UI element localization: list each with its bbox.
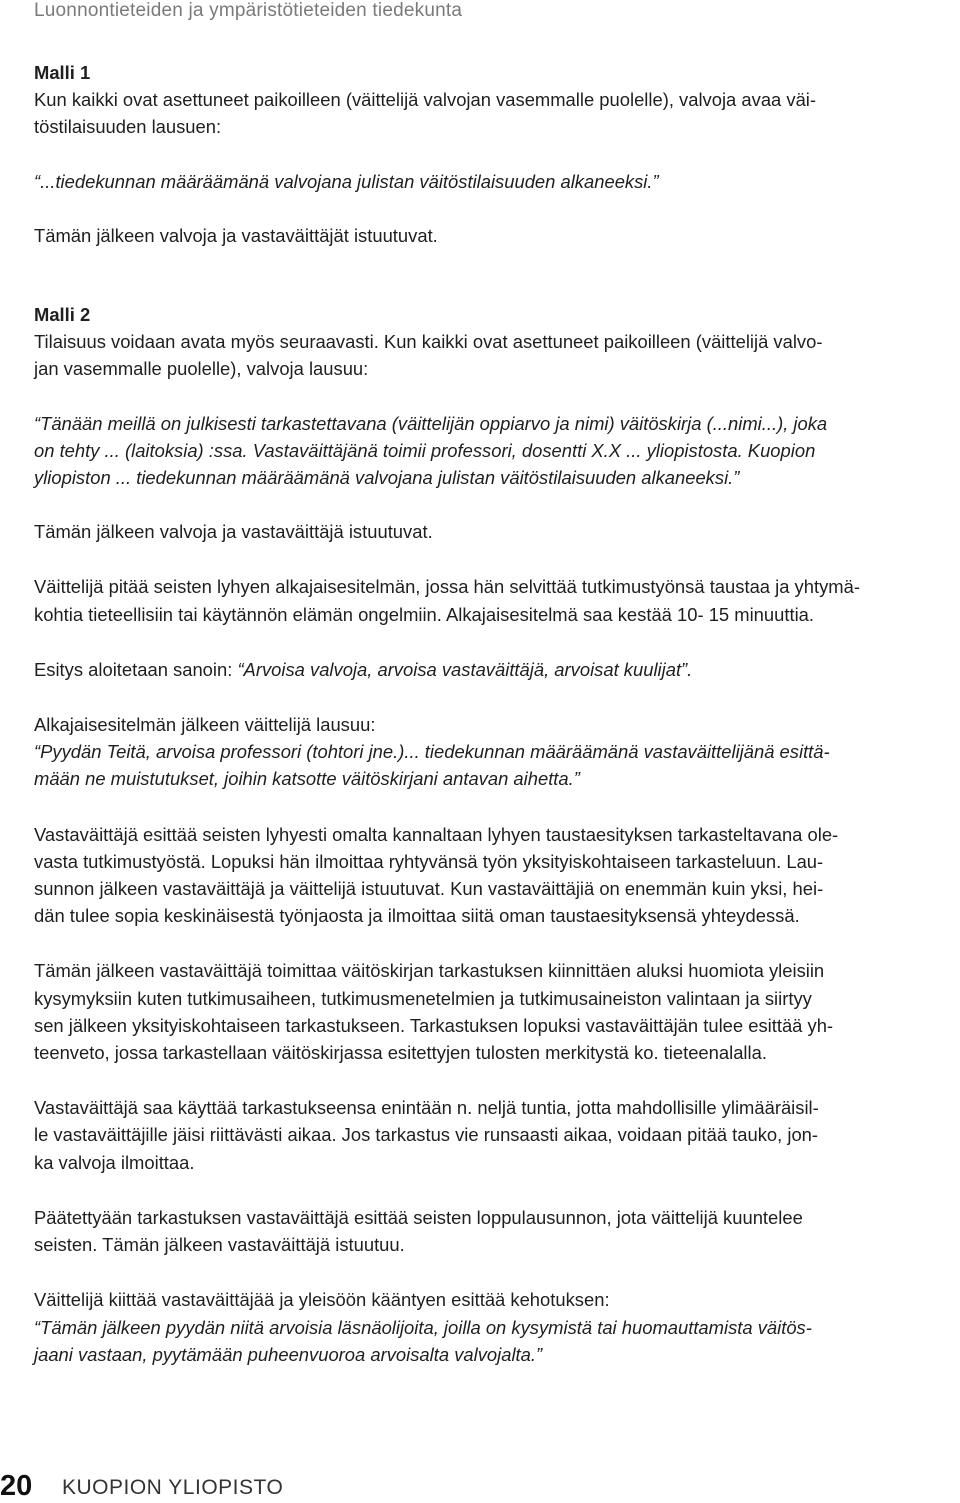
paragraph-line: ka valvoja ilmoittaa. (34, 1151, 195, 1173)
paragraph-line: Päätettyään tarkastuksen vastaväittäjä esittää seisten loppulausunnon, jota väittelijä kuuntelee (34, 1206, 803, 1228)
paragraph-line: dän tulee sopia keskinäisestä työnjaosta ja ilmoittaa siitä oman taustaesityksensä yhteydessä. (34, 905, 800, 927)
paragraph-line: sen jälkeen yksityiskohtaiseen tarkastukseen. Tarkastuksen lopuksi vastaväittäjän tulee esittää yh- (34, 1014, 834, 1036)
paragraph-line: Väittelijä kiittää vastaväittäjää ja yleisöön kääntyen esittää kehotuksen: (34, 1289, 610, 1311)
paragraph-line: Tämän jälkeen vastaväittäjä toimittaa väitöskirjan tarkastuksen kiinnittäen aluksi huomiota yleisiin (34, 960, 825, 982)
model-1-quote: “...tiedekunnan määräämänä valvojana julistan väitöstilaisuuden alkaneeksi.” (34, 170, 659, 192)
model-2-heading: Malli 2 (34, 304, 91, 326)
quote-line: “Pyydän Teitä, arvoisa professori (tohtori jne.)... tiedekunnan määräämänä vastaväittelijänä esittä- (34, 741, 830, 763)
model-2-quote-line: yliopiston ... tiedekunnan määräämänä valvojana julistan väitöstilaisuuden alkaneeksi.” (34, 467, 740, 489)
document-body (34, 59, 959, 1368)
paragraph-line: teenveto, jossa tarkastellaan väitöskirjassa esitettyjen tulosten merkitystä ko. tieteenalalla. (34, 1042, 767, 1064)
paragraph-line: vasta tutkimustyöstä. Lopuksi hän ilmoittaa ryhtyvänsä työn yksityiskohtaiseen tarkasteluun. Lau- (34, 850, 824, 872)
faculty-header: Luonnontieteiden ja ympäristötieteiden tiedekunta (34, 0, 463, 21)
model-2-intro-line: jan vasemmalle puolelle), valvoja lausuu: (34, 358, 369, 380)
model-2-quote-line: on tehty ... (laitoksia) :ssa. Vastaväittäjänä toimii professori, dosentti X.X ... yliopistosta. Kuopion (34, 439, 816, 461)
model-1-heading: Malli 1 (34, 62, 91, 83)
quote-line: “Tämän jälkeen pyydän niitä arvoisia läsnäolijoita, joilla on kysymistä tai huomauttamista väitös- (34, 1316, 812, 1338)
model-2-after: Tämän jälkeen valvoja ja vastaväittäjä istuutuvat. (34, 521, 433, 543)
quote-line: jaani vastaan, pyytämään puheenvuoroa arvoisalta valvojalta.” (34, 1343, 543, 1365)
paragraph-line: kohtia tieteellisiin tai käytännön elämän ongelmiin. Alkajaisesitelmä saa kestää 10- 15 minuuttia. (34, 603, 814, 625)
paragraph-line: seisten. Tämän jälkeen vastaväittäjä istuutuu. (34, 1234, 405, 1256)
paragraph-line: Väittelijä pitää seisten lyhyen alkajaisesitelmän, jossa hän selvittää tutkimustyönsä taustaa ja yhtymä- (34, 576, 860, 598)
paragraph-line: sunnon jälkeen vastaväittäjä ja väittelijä istuutuvat. Kun vastaväittäjiä on enemmän kuin yksi, hei- (34, 878, 824, 900)
paragraph-line: Vastaväittäjä saa käyttää tarkastukseensa enintään n. neljä tuntia, jotta mahdollisille ylimääräisil- (34, 1097, 819, 1119)
paragraph-line: Vastaväittäjä esittää seisten lyhyesti omalta kannaltaan lyhyen taustaesityksen tarkasteltavana ole- (34, 823, 839, 845)
paragraph-line: Alkajaisesitelmän jälkeen väittelijä lausuu: (34, 714, 376, 736)
intro-text: Esitys aloitetaan sanoin: (34, 658, 238, 680)
quote-line: mään ne muistutukset, joihin katsotte väitöskirjani antavan aihetta.” (34, 768, 580, 790)
paragraph-line: le vastaväittäjille jäisi riittävästi aikaa. Jos tarkastus vie runsaasti aikaa, voidaan pitää tauko, jon- (34, 1124, 819, 1146)
model-2-intro-line: Tilaisuus voidaan avata myös seuraavasti. Kun kaikki ovat asettuneet paikoilleen (väittelijä valvo- (34, 331, 823, 353)
model-1-after: Tämän jälkeen valvoja ja vastaväittäjät istuutuvat. (34, 224, 438, 246)
paragraph-line: kysymyksiin kuten tutkimusaiheen, tutkimusmenetelmien ja tutkimusaineiston valintaan ja siirtyy (34, 987, 812, 1009)
page-number: 20 (0, 1470, 33, 1502)
page-footer (0, 1470, 400, 1501)
model-1-intro-line: töstilaisuuden lausuen: (34, 116, 222, 138)
publisher-label: KUOPION YLIOPISTO (62, 1476, 284, 1499)
paragraph-line (34, 656, 959, 683)
greeting-quote: “Arvoisa valvoja, arvoisa vastaväittäjä, arvoisat kuulijat”. (237, 658, 693, 680)
model-2-quote-line: “Tänään meillä on julkisesti tarkastettavana (väittelijän oppiarvo ja nimi) väitöskirja (...nimi...), joka (34, 412, 828, 434)
model-1-intro-line: Kun kaikki ovat asettuneet paikoilleen (väittelijä valvojan vasemmalle puolelle), valvoja avaa väi- (34, 89, 817, 111)
